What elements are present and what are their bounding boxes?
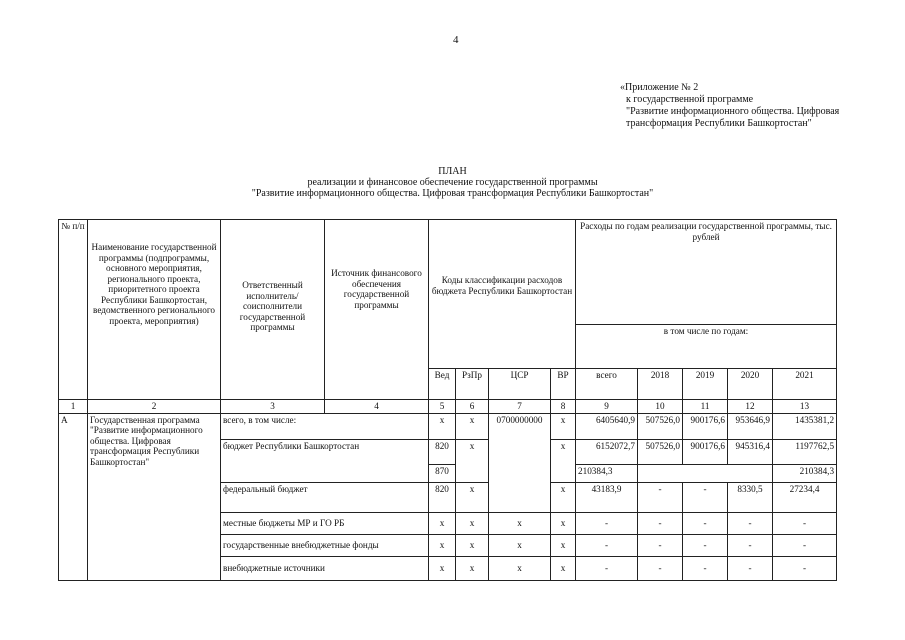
plan-table — [58, 219, 837, 581]
ved-cell: х — [429, 534, 456, 556]
table-row — [59, 413, 837, 439]
y2019-cell: 900176,6 — [683, 413, 728, 439]
header-total: всего — [576, 369, 638, 400]
program-name: Государственная программа "Развитие информационного общества. Цифровая трансформация Республики Башкортостан" — [88, 413, 221, 580]
csr-cell: х — [489, 556, 551, 580]
page-number: 4 — [453, 34, 459, 46]
y2019-cell: - — [683, 556, 728, 580]
source-cell: внебюджетные источники — [221, 556, 429, 580]
col-number: 3 — [221, 400, 325, 414]
header-csr: ЦСР — [489, 369, 551, 400]
y2021-cell: 210384,3 — [773, 464, 837, 482]
header-2020: 2020 — [728, 369, 773, 400]
col-number: 4 — [325, 400, 429, 414]
y2019-cell: 900176,6 — [683, 439, 728, 464]
total-cell: 210384,3 — [576, 464, 638, 482]
col-number: 10 — [638, 400, 683, 414]
source-cell: всего, в том числе: — [221, 413, 429, 439]
col-number: 13 — [773, 400, 837, 414]
vr-cell: х — [551, 534, 576, 556]
header-name: Наименование государственной программы (подпрограммы, основного мероприятия, регионального проекта, приоритетного проекта Республики Башкортостан, ведомственного регионального проекта, мероприятия) — [88, 220, 221, 400]
vr-cell: х — [551, 482, 576, 512]
y2018-cell: - — [638, 482, 683, 512]
y2020-cell: - — [728, 512, 773, 534]
csr-cell: х — [489, 534, 551, 556]
rzpr-cell: х — [456, 512, 489, 534]
header-ved: Вед — [429, 369, 456, 400]
total-cell: 6152072,7 — [576, 439, 638, 464]
total-cell: - — [576, 512, 638, 534]
ved-cell: х — [429, 512, 456, 534]
y2018-cell: - — [638, 556, 683, 580]
header-num: № п/п — [59, 220, 88, 400]
program-num: А — [59, 413, 88, 580]
y2018-cell: 507526,0 — [638, 413, 683, 439]
source-cell: федеральный бюджет — [221, 482, 429, 512]
vr-cell: х — [551, 512, 576, 534]
appendix-note — [620, 82, 839, 130]
header-vr: ВР — [551, 369, 576, 400]
source-cell: местные бюджеты МР и ГО РБ — [221, 512, 429, 534]
y2020-cell: 8330,5 — [728, 482, 773, 512]
rzpr-cell: х — [456, 482, 489, 512]
col-number: 7 — [489, 400, 551, 414]
col-number: 1 — [59, 400, 88, 414]
appendix-line-1: «Приложение № 2 — [620, 82, 699, 93]
ved-cell: 820 — [429, 439, 456, 464]
title-line-2: реализации и финансовое обеспечение государственной программы — [307, 177, 598, 188]
header-by-years: в том числе по годам: — [576, 325, 837, 369]
col-number: 12 — [728, 400, 773, 414]
source-cell: бюджет Республики Башкортостан — [221, 439, 429, 482]
empty-cell — [638, 464, 773, 482]
title-line-3: "Развитие информационного общества. Цифровая трансформация Республики Башкортостан" — [251, 188, 654, 199]
header-codes: Коды классификации расходов бюджета Республики Башкортостан — [429, 220, 576, 369]
total-cell: 6405640,9 — [576, 413, 638, 439]
y2019-cell: - — [683, 534, 728, 556]
y2020-cell: 945316,4 — [728, 439, 773, 464]
rzpr-cell: х — [456, 556, 489, 580]
header-2021: 2021 — [773, 369, 837, 400]
rzpr-cell: х — [456, 413, 489, 439]
header-2019: 2019 — [683, 369, 728, 400]
title-line-1: ПЛАН — [438, 166, 467, 177]
y2021-cell: - — [773, 556, 837, 580]
csr-cell: х — [489, 512, 551, 534]
ved-cell: 870 — [429, 464, 456, 482]
total-cell: - — [576, 534, 638, 556]
header-source: Источник финансового обеспечения государственной программы — [325, 220, 429, 400]
header-2018: 2018 — [638, 369, 683, 400]
y2020-cell: 953646,9 — [728, 413, 773, 439]
total-cell: 43183,9 — [576, 482, 638, 512]
y2018-cell: 507526,0 — [638, 439, 683, 464]
rzpr-cell: х — [456, 439, 489, 482]
col-number: 9 — [576, 400, 638, 414]
y2020-cell: - — [728, 556, 773, 580]
ved-cell: х — [429, 413, 456, 439]
vr-cell: х — [551, 439, 576, 482]
y2018-cell: - — [638, 534, 683, 556]
vr-cell: х — [551, 556, 576, 580]
vr-cell: х — [551, 413, 576, 439]
appendix-line-4: трансформация Республики Башкортостан" — [626, 118, 812, 129]
appendix-line-3: "Развитие информационного общества. Цифровая — [626, 106, 840, 117]
header-expenses: Расходы по годам реализации государственной программы, тыс. рублей — [576, 220, 837, 325]
col-number: 5 — [429, 400, 456, 414]
document-title — [0, 166, 905, 199]
ved-cell: 820 — [429, 482, 456, 512]
y2020-cell: - — [728, 534, 773, 556]
y2021-cell: - — [773, 512, 837, 534]
rzpr-cell: х — [456, 534, 489, 556]
appendix-line-2: к государственной программе — [626, 94, 754, 105]
col-number: 11 — [683, 400, 728, 414]
col-number: 8 — [551, 400, 576, 414]
y2021-cell: 1197762,5 — [773, 439, 837, 464]
y2019-cell: - — [683, 512, 728, 534]
col-number: 2 — [88, 400, 221, 414]
y2021-cell: 1435381,2 — [773, 413, 837, 439]
total-cell: - — [576, 556, 638, 580]
source-cell: государственные внебюджетные фонды — [221, 534, 429, 556]
y2019-cell: - — [683, 482, 728, 512]
col-number: 6 — [456, 400, 489, 414]
column-number-row — [59, 400, 837, 414]
ved-cell: х — [429, 556, 456, 580]
y2021-cell: - — [773, 534, 837, 556]
y2021-cell: 27234,4 — [773, 482, 837, 512]
header-rzpr: РзПр — [456, 369, 489, 400]
csr-cell: 0700000000 — [489, 413, 551, 512]
header-responsible: Ответственный исполнитель/ соисполнители государственной программы — [221, 220, 325, 400]
y2018-cell: - — [638, 512, 683, 534]
